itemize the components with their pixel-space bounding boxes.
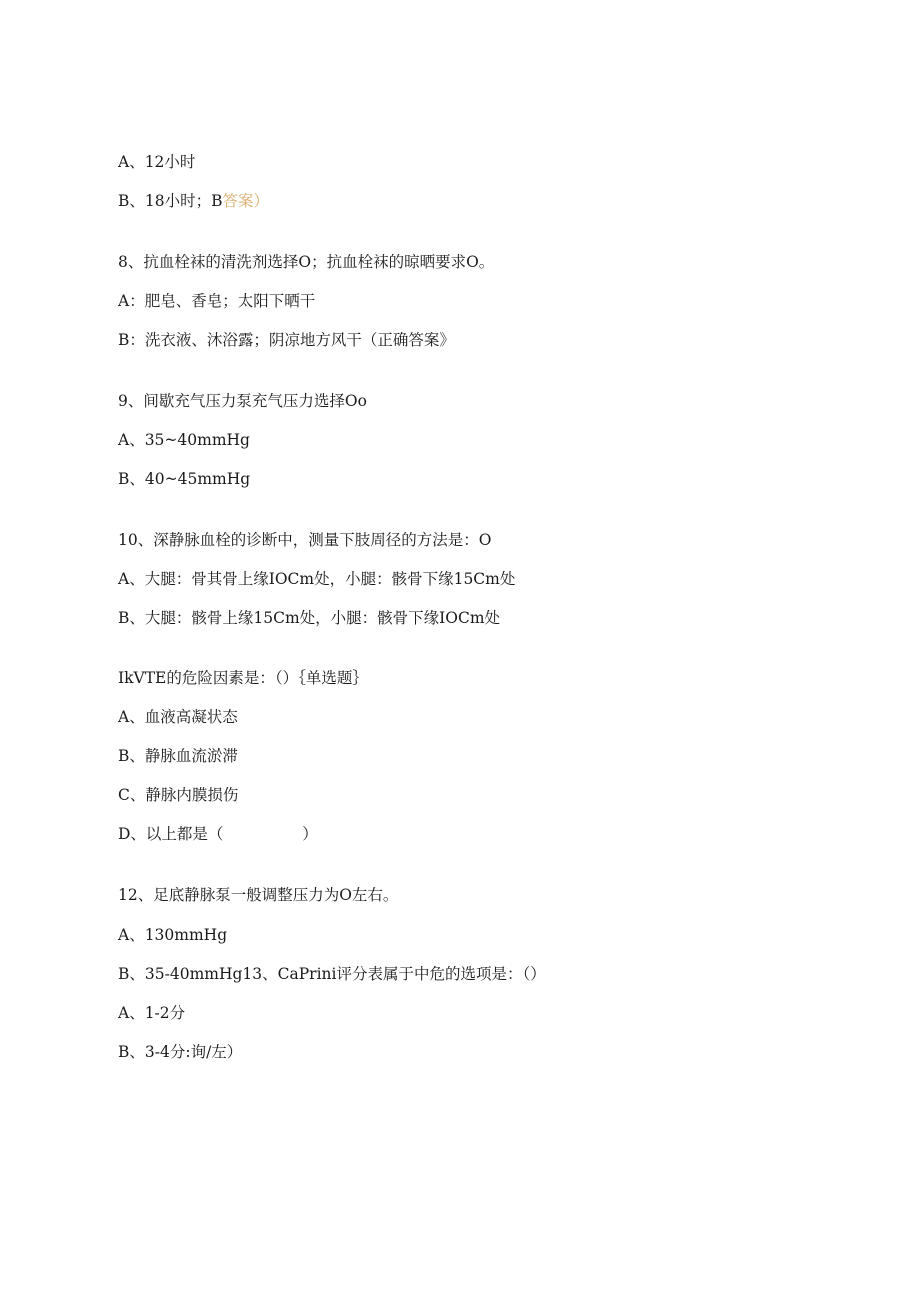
q9-option-b: B、40~45mmHg <box>118 470 251 488</box>
q12-option-b-q13: B、35-40mmHg13、CaPrini评分表属于中危的选项是：（） <box>118 965 546 983</box>
q10-option-b: B、大腿：骸骨上缘15Cm处，小腿：骸骨下缘IOCm处 <box>118 609 501 627</box>
q11-option-c: C、静脉内膜损伤 <box>118 786 239 804</box>
question-9: 9、间歇充气压力泵充气压力选择Oo <box>118 392 367 410</box>
question-12: 12、足底静脉泵一般调整压力为O左右。 <box>118 886 399 904</box>
answer-note: 答案） <box>222 192 270 210</box>
question-10: 10、深静脉血栓的诊断中，测量下肢周径的方法是：O <box>118 531 492 549</box>
q11-option-a: A、血液高凝状态 <box>118 708 238 726</box>
q9-option-a: A、35~40mmHg <box>118 431 250 449</box>
question-11: IkVTE的危险因素是：（）｛单选题｝ <box>118 669 368 687</box>
q8-option-a: A：肥皂、香皂；太阳下晒干 <box>118 292 316 310</box>
q8-option-b: B：洗衣液、沐浴露；阴凉地方风干（正确答案》 <box>118 331 455 349</box>
q10-option-a: A、大腿：骨其骨上缘IOCm处，小腿：骸骨下缘15Cm处 <box>118 570 516 588</box>
q7-option-b-text: B、18小时；B <box>118 192 223 210</box>
q11-option-b: B、静脉血流淤滞 <box>118 747 238 765</box>
q7-option-b <box>118 191 269 211</box>
q11-option-d: D、以上都是（ ） <box>118 825 318 843</box>
q13-option-b: B、3-4分:询/左） <box>118 1043 243 1061</box>
question-8: 8、抗血栓袜的清洗剂选择O；抗血栓袜的晾晒要求O。 <box>118 253 495 271</box>
q12-option-a: A、130mmHg <box>118 926 228 944</box>
q13-option-a: A、1-2分 <box>118 1004 186 1022</box>
q7-option-a: A、12小时 <box>118 153 196 171</box>
